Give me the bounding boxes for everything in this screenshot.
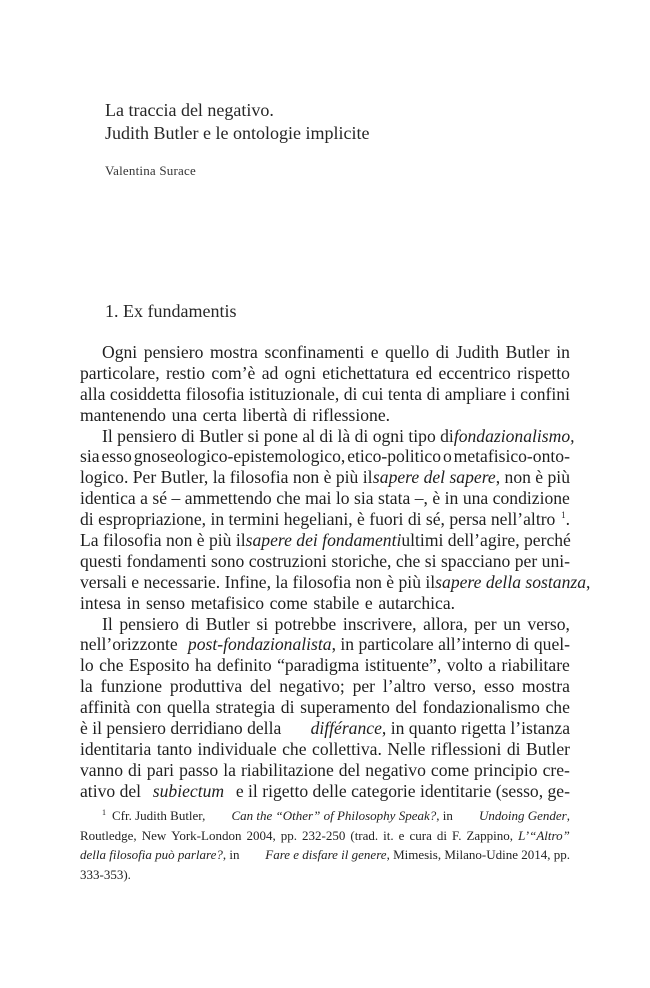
text-run	[479, 806, 570, 826]
footnote-line	[80, 826, 570, 846]
word: quella	[167, 697, 211, 718]
text-line	[80, 425, 575, 447]
word: ed	[415, 362, 433, 383]
word: eccentrico	[438, 362, 511, 383]
word: la	[223, 759, 236, 780]
word: ad	[261, 362, 279, 383]
word: stabile	[313, 592, 360, 613]
word: con	[136, 697, 162, 718]
word: stata	[378, 488, 411, 509]
text-run	[373, 467, 570, 488]
word: una	[171, 404, 198, 425]
text-run	[80, 845, 240, 865]
word: 2004,	[246, 827, 276, 843]
word: di	[435, 342, 450, 362]
emphasis: Fare e disfare il genere	[265, 847, 387, 862]
text-run	[188, 634, 570, 655]
word: che	[282, 738, 307, 759]
word: potrebbe	[274, 613, 337, 634]
word: esso	[483, 676, 515, 697]
article-title	[105, 99, 565, 145]
word: cre-	[542, 759, 570, 780]
word: Butler	[505, 342, 550, 362]
word: affinità	[80, 697, 131, 718]
text-run	[435, 572, 590, 593]
word: come	[269, 592, 308, 613]
word: a	[140, 488, 148, 509]
word: di	[128, 759, 142, 780]
word: strategia	[215, 697, 276, 718]
word: identica	[80, 488, 136, 509]
text-run: logico. Per Butler, la filosofia non è più il	[80, 467, 373, 488]
text-run: ,	[566, 808, 570, 823]
word: ogni	[284, 362, 316, 383]
word: pensiero	[143, 342, 204, 362]
word: storiche,	[331, 550, 392, 571]
word: fondazionalismo	[422, 697, 540, 718]
word: quello	[385, 342, 430, 362]
word: individuale	[197, 738, 277, 759]
word: negativo;	[279, 676, 345, 697]
text-run: , in quanto rigetta l’istanza	[381, 718, 570, 739]
text-line	[80, 571, 591, 593]
word: sia	[354, 488, 374, 509]
word: è	[432, 488, 441, 509]
word: fondamenti	[126, 550, 207, 571]
word: etico-politico	[347, 446, 442, 467]
text-line	[80, 446, 570, 467]
word: superamento	[300, 697, 390, 718]
emphasis: della filosofia può parlare?	[80, 847, 223, 862]
word: in	[556, 342, 570, 362]
text-line	[80, 697, 570, 718]
word: inscrivere,	[342, 613, 417, 634]
text-line	[80, 488, 570, 509]
word: riflessioni	[430, 738, 502, 759]
word: un	[503, 613, 521, 634]
footnote-line	[80, 845, 570, 865]
footnote-reference[interactable]: 1	[561, 510, 566, 521]
word: spacciano	[440, 550, 511, 571]
text-run: ultimi dell’agire, perché	[401, 530, 571, 551]
word: gnoseologico-epistemologico,	[133, 446, 346, 467]
word: certa	[202, 404, 237, 425]
text-run: è il pensiero derridiano della	[80, 718, 282, 739]
footnote-line	[80, 806, 570, 826]
word: che	[545, 697, 570, 718]
text-run: , non è più	[495, 467, 570, 488]
word: di	[280, 697, 295, 718]
word: per	[474, 613, 497, 634]
word: vanno	[80, 759, 123, 780]
text-run: , in	[436, 808, 453, 823]
word: ha	[194, 655, 212, 676]
text-run: e il rigetto delle categorie identitarie (sesso, ge-	[235, 780, 570, 801]
word: it.	[383, 827, 394, 843]
text-line	[80, 467, 570, 488]
word: pp.	[280, 827, 297, 843]
text-run	[232, 806, 453, 826]
word: Butler	[526, 738, 570, 759]
word: metafisico	[190, 592, 264, 613]
word: istituzionale,	[248, 383, 340, 404]
word: ampliare	[444, 383, 507, 404]
word: questi	[80, 550, 123, 571]
word: e	[398, 827, 405, 843]
word: (trad.	[350, 827, 379, 843]
word: intesa	[80, 592, 122, 613]
word: 333-353).	[80, 866, 131, 882]
word: sé	[152, 488, 168, 509]
word: sconfinamenti	[264, 342, 365, 362]
word: ammettendo	[184, 488, 272, 509]
word: com’è	[211, 362, 256, 383]
word: Nelle	[387, 738, 426, 759]
word: che	[99, 655, 124, 676]
text-line	[80, 593, 570, 614]
word: York-London	[171, 827, 242, 843]
word: –,	[414, 488, 428, 509]
text-line	[80, 739, 570, 760]
word: identitaria	[80, 738, 152, 759]
word: verso,	[527, 613, 570, 634]
emphasis: sapere della sostanza	[435, 571, 587, 592]
word: di	[293, 404, 307, 425]
word: del	[395, 697, 418, 718]
body-text	[80, 342, 591, 802]
text-run: , in	[222, 847, 240, 862]
text-line	[80, 363, 570, 384]
word: riabilitazione	[240, 759, 334, 780]
text-line	[80, 634, 570, 655]
section-heading: 1. Ex fundamentis	[105, 301, 237, 321]
word: di	[506, 738, 521, 759]
footnote-line	[80, 865, 570, 885]
word: e	[364, 592, 373, 613]
word: metafisico-onto-	[453, 446, 570, 467]
word: per	[352, 676, 376, 697]
text-run	[265, 845, 570, 865]
word: del	[338, 759, 361, 780]
text-line	[80, 551, 570, 572]
emphasis: différance	[310, 718, 382, 739]
emphasis: sapere dei fondamenti	[245, 530, 402, 551]
word: Ogni	[102, 342, 138, 362]
word: di	[436, 827, 447, 843]
word: lo	[335, 488, 350, 509]
text-line	[80, 614, 570, 635]
emphasis: L’“Altro”	[518, 827, 570, 843]
emphasis: fondazionalismo,	[453, 425, 575, 446]
word: che	[395, 550, 421, 571]
text-run	[311, 718, 570, 739]
word: a	[488, 655, 497, 676]
word: mantenendo	[80, 404, 166, 425]
footnote-number: 1	[102, 807, 106, 817]
word: alla	[80, 383, 106, 404]
word: riabilitare	[501, 655, 570, 676]
word: passo	[179, 759, 219, 780]
word: senso	[145, 592, 186, 613]
word: costruzioni	[248, 550, 327, 571]
word: di	[343, 383, 358, 404]
text-run: di espropriazione, in termini hegeliani, è fuori di sé, persa nell’altro	[80, 509, 556, 530]
emphasis: Can the “Other” of Philosophy Speak?	[231, 808, 437, 823]
word: autarchica.	[378, 592, 456, 613]
word: funzione	[100, 676, 163, 697]
word: pari	[146, 759, 175, 780]
title-line-1: La traccia del negativo.	[105, 100, 274, 120]
text-run: , Mimesis, Milano-Udine 2014, pp.	[386, 847, 570, 862]
word: Butler	[205, 613, 250, 634]
title-line-2: Judith Butler e le ontologie implicite	[105, 123, 370, 143]
word: tenta	[387, 383, 423, 404]
word: in	[444, 488, 459, 509]
word: Il	[102, 613, 113, 634]
text-line	[80, 342, 570, 363]
text-run: ativo del	[80, 780, 142, 801]
word: confini	[520, 383, 570, 404]
text-line	[80, 405, 570, 426]
word: come	[430, 759, 470, 780]
word: cui	[361, 383, 384, 404]
text-run: nell’orizzonte	[80, 634, 178, 655]
word: e	[370, 342, 379, 362]
text-run: , in particolare all’interno di quel-	[331, 634, 570, 655]
word: principio	[474, 759, 538, 780]
word: esso	[101, 446, 132, 467]
emphasis: Undoing Gender	[479, 808, 567, 823]
text-run	[102, 806, 205, 826]
word: tanto	[156, 738, 192, 759]
word: libertà	[242, 404, 288, 425]
emphasis: sapere del sapere	[372, 467, 496, 488]
text-run: Il pensiero di Butler si pone al di là di ogni tipo di	[102, 425, 454, 446]
word: cura	[409, 827, 432, 843]
text-line	[80, 384, 570, 405]
emphasis: post-fondazionalista	[187, 634, 332, 655]
word: filosofia	[185, 383, 245, 404]
text-line	[80, 718, 570, 739]
text-run: Cfr. Judith Butler,	[112, 808, 206, 823]
word: mostra	[522, 676, 570, 697]
word: “paradigma	[277, 655, 360, 676]
word: per	[514, 550, 538, 571]
word: F.	[452, 827, 462, 843]
word: uni-	[541, 550, 570, 571]
word: Routledge,	[80, 827, 137, 843]
word: cosiddetta	[109, 383, 182, 404]
word: Judith	[456, 342, 500, 362]
emphasis: subiectum	[152, 780, 225, 801]
word: restio	[165, 362, 206, 383]
word: Zappino,	[466, 827, 514, 843]
word: che	[276, 488, 301, 509]
word: 232-250	[302, 827, 346, 843]
word: volto	[446, 655, 483, 676]
word: particolare,	[80, 362, 160, 383]
text-line	[80, 676, 570, 697]
word: etichettatura	[322, 362, 410, 383]
word: istituente”,	[364, 655, 442, 676]
word: verso,	[433, 676, 477, 697]
word: condizione	[492, 488, 570, 509]
text-line	[80, 655, 570, 676]
text-line	[80, 509, 570, 530]
word: riflessione.	[312, 404, 391, 425]
text-run: .	[565, 509, 570, 530]
word: definito	[216, 655, 272, 676]
word: negativo	[365, 759, 426, 780]
word: la	[80, 676, 93, 697]
word: si	[424, 550, 437, 571]
text-line	[80, 781, 570, 802]
word: o	[442, 446, 452, 467]
word: allora,	[423, 613, 468, 634]
word: mai	[305, 488, 332, 509]
word: in	[126, 592, 141, 613]
word: di	[426, 383, 441, 404]
author-name: Valentina Surace	[105, 163, 196, 178]
word: lo	[80, 655, 94, 676]
text-run: La filosofia non è più il	[80, 530, 246, 551]
word: di	[185, 613, 200, 634]
word: si	[256, 613, 269, 634]
word: mostra	[209, 342, 258, 362]
text-line	[80, 760, 570, 781]
word: New	[141, 827, 167, 843]
word: Esposito	[128, 655, 190, 676]
word: l’altro	[382, 676, 426, 697]
footnote	[80, 806, 570, 884]
word: sono	[211, 550, 245, 571]
text-run: ,	[586, 571, 591, 592]
word: pensiero	[119, 613, 179, 634]
word: produttiva	[169, 676, 243, 697]
text-line	[80, 530, 570, 551]
word: del	[249, 676, 272, 697]
word: i	[510, 383, 516, 404]
word: sia	[80, 446, 100, 467]
word: una	[462, 488, 489, 509]
text-run	[561, 509, 570, 530]
word: collettiva.	[312, 738, 382, 759]
word: rispetto	[517, 362, 570, 383]
word: –	[171, 488, 181, 509]
text-run: versali e necessarie. Infine, la filosofia non è più il	[80, 571, 436, 592]
